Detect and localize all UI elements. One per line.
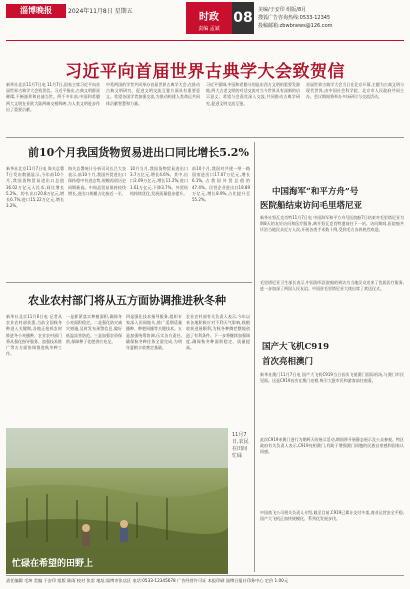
lead-col-4: 首届世界古典学大会当日在北京开幕,主题为古典文明与现代世界,由中国社会科学院、北京市人民政府共同主办。会议期间将举办多场研讨与交流活动。 — [306, 82, 404, 100]
c919-col-2: 此次C919来澳门进行为期两天的展示活动,期间将开展静态展示及公众参观。特区政府有关负责人表示,C919亮相澳门,有助于增强澳门同胞的民族自豪感和国家认同感。 — [260, 437, 404, 455]
hospital-ship-col-2: 毛里塔尼亚卫生部长表示,中国海军医院船的到访为当地民众送来了优质医疗服务,进一步加深了两国人民友谊。中国驻毛里塔尼亚大使出席了欢送仪式。 — [260, 280, 404, 292]
section-editor: 责编 孟斌 — [198, 26, 220, 32]
trade-col-1: 新华社北京11月7日电 海关总署7日发布数据显示,今年前10个月,我国货物贸易进出口总值36.02万亿元人民币,同比增长5.2%。其中,出口20.8万亿元,增长6.7%;进口15.22万亿元,增长3.2%。 — [6, 166, 64, 209]
photo-caption: 11月7日,农民在田间忙碌 — [232, 432, 249, 459]
agri-col-1: 新华社北京11月6日电 记者从农业农村部获悉,当前全国秋冬种进入关键期,各地正抢抓农时推进冬小麦播种。农业农村部门将从强化指导服务、加强技术推广等五方面协调推进秋冬种工作。 — [6, 314, 62, 357]
agri-col-3: 四是强化技术指导服务,组织专家深入田间地头,推广适期适量播种、种肥同播等关键技术。五是加强统筹协调,压实各方责任,确保秋冬种任务全面完成,为明年夏粮丰收奠定基础。 — [126, 314, 182, 351]
column-separator — [254, 142, 255, 572]
c919-col-1: 新华社澳门11月7日电 国产大飞机C919当日首次飞抵澳门国际机场,与澳门市民见面。这是C919首次在澳门亮相,吸引大批市民和游客前往观看。 — [260, 372, 404, 384]
agri-headline: 农业农村部门将从五方面协调推进秋冬种 — [28, 294, 226, 307]
section-badge — [186, 2, 232, 34]
hospital-ship-headline-2: 医院船结束访问毛里塔尼亚 — [260, 201, 363, 211]
lead-headline: 习近平向首届世界古典学大会致贺信 — [65, 62, 345, 82]
trade-headline: 前10个月我国货物贸易进出口同比增长5.2% — [28, 146, 249, 159]
editor-line-2: 搜狐广告咨询热线:0533-12345 — [258, 15, 331, 21]
c919-headline-1: 国产大飞机C919 — [262, 342, 330, 352]
hospital-ship-col-1: 新华社努瓦克肖特11月7日电 中国海军和平方舟号医院船7日结束对毛里塔尼亚为期8天的友好访问和医疗服务,离开努瓦克肖特港前往下一站。访问期间,医院船共诊治当地民众近万人次,开展各类手术数十例,受到毛方各界热烈欢迎。 — [260, 215, 404, 233]
c919-headline-2: 首次亮相澳门 — [262, 357, 314, 367]
farm-photo — [6, 428, 228, 574]
agri-col-2: 一是抓紧落实种植面积,确保冬小麦面积稳定。二是强化防灾减灾措施,及时发布预警信息,做好低温冻害防范。三是加强农资保供,保障种子化肥供应充足。 — [66, 314, 122, 344]
divider-1 — [6, 137, 404, 138]
newspaper-logo: 淄博晚报 — [6, 4, 66, 18]
footer-line: 责任编辑 毛坤 美编 于安印 组版 陈雨 校对 张雷 地址:淄博市张店区 电话:0533-12345678 广告经营许可证 本报印刷 淄博日报社印务中心 定价 1.00元 — [6, 578, 289, 583]
masthead — [0, 0, 410, 40]
lead-col-1: 新华社北京11月7日电 11月7日,国家主席习近平向首届世界古典学大会致贺信。习近平指出,古典文明群星璀璨,不断滋养和启迪当世。两千多年前,中国和希腊两大文明在亚欧大陆两端交相辉映,为人类文明进步作出了重要贡献。 — [6, 82, 100, 112]
trade-col-4: 前10个月,我国对共建一带一路国家进出口17.07万亿元,增长6.1%,占我国外贸总值的47.4%。民营企业进出口19.89万亿元,增长8.9%,占比提升至55.2%。 — [192, 166, 250, 203]
c919-col-3: 中国商飞公司相关负责人介绍,截至目前,C919已累计交付多架,商业运营安全平稳,国产大飞机正加快规模化、系列化发展步伐。 — [260, 510, 404, 522]
masthead-rule — [6, 40, 404, 41]
farm-field-image — [6, 428, 228, 574]
divider-2 — [6, 282, 252, 283]
lead-col-2: 中希两国的学者共同举办首届世界古典学大会,在推动古典文明研究、促进文明交流互鉴方面具有重要意义。希望各国学者加强交流,为推动构建人类命运共同体贡献智慧和力量。 — [106, 82, 200, 106]
editor-line-3: 投稿邮箱:zbwbnews@126.com — [258, 23, 333, 29]
photo-title: 忙碌在希望的田野上 — [12, 559, 94, 569]
lead-col-3: 习近平强调,中国和希腊分别是东西方文明的重要发源地,两大古老文明的对话交流对当今世界具有深刻的启示意义。希望与会嘉宾深入交流,共同推动古典学研究,促进文明交流互鉴。 — [206, 82, 300, 106]
page-number: 08 — [232, 2, 254, 34]
agri-col-4: 农业农村部有关负责人表示,今年以来各地积极应对不利天气影响,秋粮收获进展顺利,为秋冬种腾茬整地创造了有利条件。下一步将继续加强调度,确保秋冬种面积稳定、质量提高。 — [186, 314, 250, 351]
section-title: 时政 — [199, 12, 219, 23]
issue-date: 2024年11月8日 星期五 — [68, 8, 133, 15]
trade-col-2: 海关总署统计分析司司长吕大良表示,前10个月,我国外贸进出口保持稳中有进态势,规模再创历史同期新高。中间品贸易保持较快增长,进出口规模占比接近一半。 — [68, 166, 126, 196]
editor-line-1: 美编/于安印 组版/8月 — [258, 7, 307, 13]
hospital-ship-headline-1: 中国海军“和平方舟”号 — [272, 187, 359, 197]
trade-col-3: 10月当月,我国货物贸易进出口3.7万亿元,增长4.6%。其中,出口2.09万亿元,增长11.2%;进口1.61万亿元,下降3.7%。外贸结构持续优化,发展质量稳步提升。 — [130, 166, 188, 196]
editor-info — [258, 6, 333, 30]
footer-rule — [6, 575, 404, 576]
